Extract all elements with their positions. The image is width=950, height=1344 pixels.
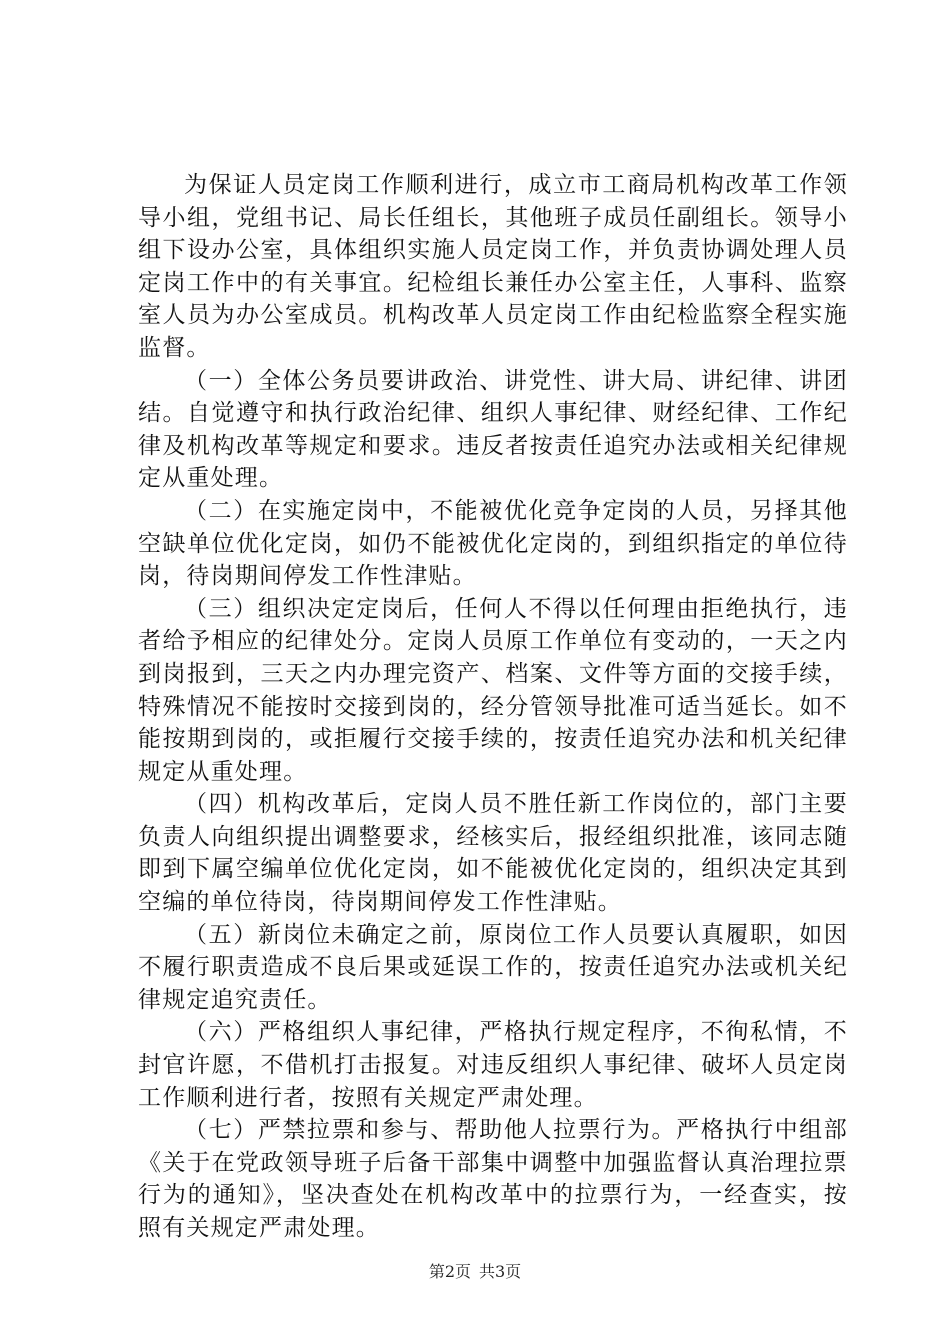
page-footer <box>0 1262 950 1282</box>
paragraph-item-7: （七）严禁拉票和参与、帮助他人拉票行为。严格执行中组部《关于在党政领导班子后备干部集中调整中加强监督认真治理拉票行为的通知》，坚决查处在机构改革中的拉票行为，一经查实，按照有关规定严肃处理。 <box>138 1117 848 1241</box>
paragraph-item-1: （一）全体公务员要讲政治、讲党性、讲大局、讲纪律、讲团结。自觉遵守和执行政治纪律、组织人事纪律、财经纪律、工作纪律及机构改革等规定和要求。违反者按责任追究办法或相关纪律规定从重处理。 <box>138 367 848 492</box>
paragraph-item-6: （六）严格组织人事纪律，严格执行规定程序，不徇私情，不封官许愿，不借机打击报复。对违反组织人事纪律、破坏人员定岗工作顺利进行者，按照有关规定严肃处理。 <box>138 1019 848 1111</box>
paragraph-item-5: （五）新岗位未确定之前，原岗位工作人员要认真履职，如因不履行职责造成不良后果或延误工作的，按责任追究办法或机关纪律规定追究责任。 <box>138 921 848 1013</box>
paragraph-item-4: （四）机构改革后，定岗人员不胜任新工作岗位的，部门主要负责人向组织提出调整要求，经核实后，报经组织批准，该同志随即到下属空编单位优化定岗，如不能被优化定岗的，组织决定其到空编的单位待岗，待岗期间停发工作性津贴。 <box>138 791 848 916</box>
page-total: 共3页 <box>479 1262 522 1281</box>
paragraph-item-2: （二）在实施定岗中，不能被优化竞争定岗的人员，另择其他空缺单位优化定岗，如仍不能被优化定岗的，到组织指定的单位待岗，待岗期间停发工作性津贴。 <box>138 497 848 590</box>
paragraph-intro: 为保证人员定岗工作顺利进行，成立市工商局机构改革工作领导小组，党组书记、局长任组长，其他班子成员任副组长。领导小组下设办公室，具体组织实施人员定岗工作，并负责协调处理人员定岗工作中的有关事宜。纪检组长兼任办公室主任，人事科、监察室人员为办公室成员。机构改革人员定岗工作由纪检监察全程实施监督。 <box>138 172 848 361</box>
document-body <box>138 169 848 1245</box>
paragraph-item-3: （三）组织决定定岗后，任何人不得以任何理由拒绝执行，违者给予相应的纪律处分。定岗人员原工作单位有变动的，一天之内到岗报到，三天之内办理完资产、档案、文件等方面的交接手续，特殊情况不能按时交接到岗的，经分管领导批准可适当延长。如不能按期到岗的，或拒履行交接手续的，按责任追究办法和机关纪律规定从重处理。 <box>138 595 848 785</box>
page-number: 第2页 <box>428 1262 471 1281</box>
